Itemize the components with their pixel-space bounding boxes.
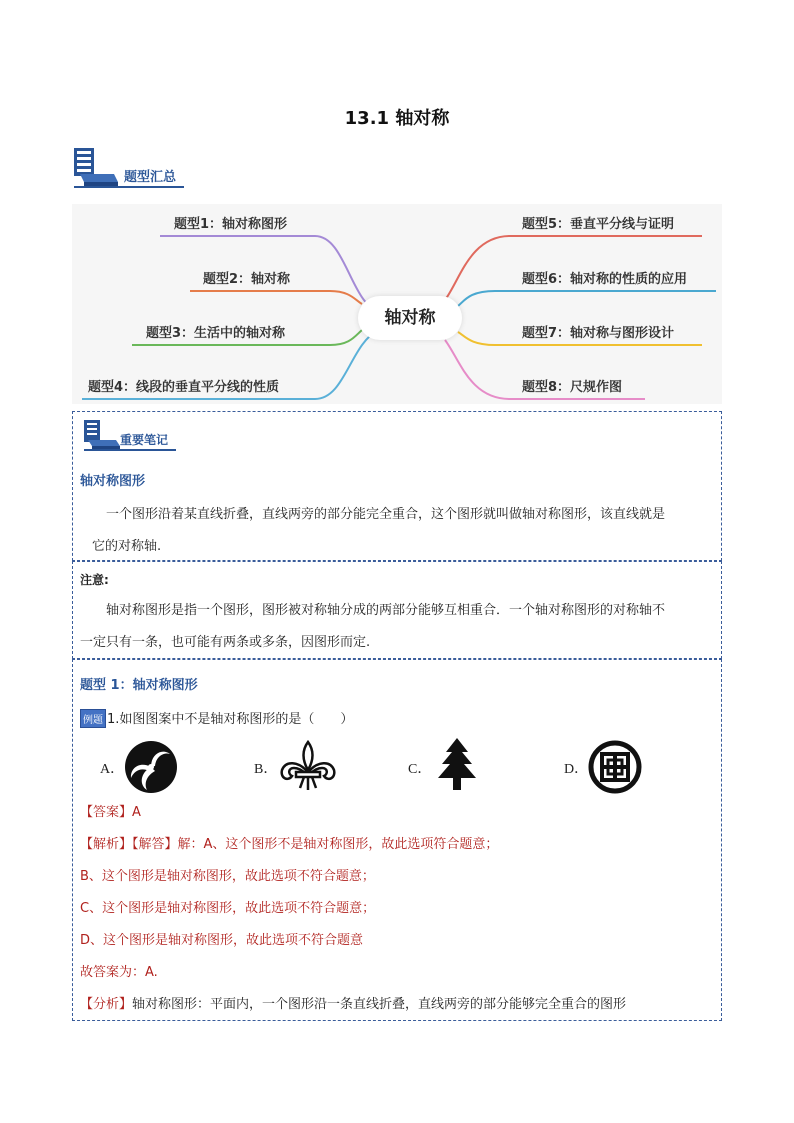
notes-banner: 重要笔记 bbox=[120, 433, 169, 447]
notes-banner-underline bbox=[84, 449, 176, 451]
question-text: 1.如图图案中不是轴对称图形的是（ ） bbox=[107, 712, 354, 727]
answer-value: A bbox=[132, 805, 141, 820]
mindmap-left-2: 题型2：轴对称 bbox=[203, 272, 291, 287]
mindmap-left-3: 题型3：生活中的轴对称 bbox=[146, 326, 286, 341]
mindmap-right-2: 题型6：轴对称的性质的应用 bbox=[522, 272, 688, 287]
fleur-de-lis-icon bbox=[278, 740, 338, 792]
mindmap-left-1: 题型1：轴对称图形 bbox=[174, 217, 288, 232]
mindmap-center: 轴对称 bbox=[358, 296, 462, 340]
analysis-tag: 【解析】【解答】 bbox=[80, 837, 178, 852]
answer-tag: 【答案】 bbox=[80, 805, 133, 820]
option-c-letter: C． bbox=[408, 762, 432, 777]
triskelion-icon bbox=[124, 740, 178, 794]
notes-books-icon bbox=[84, 420, 120, 450]
pine-tree-icon bbox=[436, 738, 478, 792]
fenxi-tag: 【分析】 bbox=[80, 997, 133, 1012]
banner-summary: 题型汇总 bbox=[124, 170, 177, 185]
definition-line-2: 它的对称轴. bbox=[92, 539, 162, 554]
branch-l2 bbox=[190, 291, 362, 304]
branch-r2 bbox=[458, 291, 716, 306]
attention-line-2: 一定只有一条，也可能有两条或多条，因图形而定. bbox=[80, 635, 371, 650]
fenxi-text: 轴对称图形：平面内，一个图形沿一条直线折叠，直线两旁的部分能够完全重合的图形 bbox=[132, 997, 627, 1012]
option-d-letter: D． bbox=[564, 762, 589, 777]
analysis-text-1: 解：A、这个图形不是轴对称图形，故此选项符合题意； bbox=[177, 837, 499, 852]
mindmap-branches bbox=[0, 0, 794, 420]
answer-line bbox=[80, 798, 141, 828]
analysis-line-2: B、这个图形是轴对称图形，故此选项不符合题意； bbox=[80, 869, 375, 884]
mindmap-right-3: 题型7：轴对称与图形设计 bbox=[522, 326, 675, 341]
mindmap-right-1: 题型5：垂直平分线与证明 bbox=[522, 217, 675, 232]
example-badge: 例题 bbox=[80, 709, 106, 728]
definition-frame bbox=[72, 411, 722, 561]
section-heading: 题型 1：轴对称图形 bbox=[80, 678, 198, 693]
page-title: 13.1 轴对称 bbox=[344, 108, 450, 129]
definition-heading: 轴对称图形 bbox=[80, 474, 146, 489]
analysis-line-4: D、这个图形是轴对称图形，故此选项不符合题意 bbox=[80, 933, 364, 948]
analysis-line-1 bbox=[80, 830, 498, 860]
fenxi-line bbox=[80, 990, 626, 1020]
attention-heading: 注意: bbox=[80, 573, 109, 587]
bank-logo-icon bbox=[588, 740, 642, 794]
mindmap-right-4: 题型8：尺规作图 bbox=[522, 380, 623, 395]
option-b-letter: B． bbox=[254, 762, 278, 777]
conclusion-line: 故答案为：A. bbox=[80, 965, 158, 980]
definition-line-1: 一个图形沿着某直线折叠，直线两旁的部分能完全重合，这个图形就叫做轴对称图形，该直线就是 bbox=[106, 507, 666, 522]
attention-line-1: 轴对称图形是指一个图形，图形被对称轴分成的两部分能够互相重合．一个轴对称图形的对称轴不 bbox=[106, 603, 666, 618]
question-line bbox=[80, 708, 353, 728]
analysis-line-3: C、这个图形是轴对称图形，故此选项不符合题意； bbox=[80, 901, 376, 916]
option-a-letter: A． bbox=[100, 762, 125, 777]
mindmap-left-4: 题型4：线段的垂直平分线的性质 bbox=[88, 380, 280, 395]
